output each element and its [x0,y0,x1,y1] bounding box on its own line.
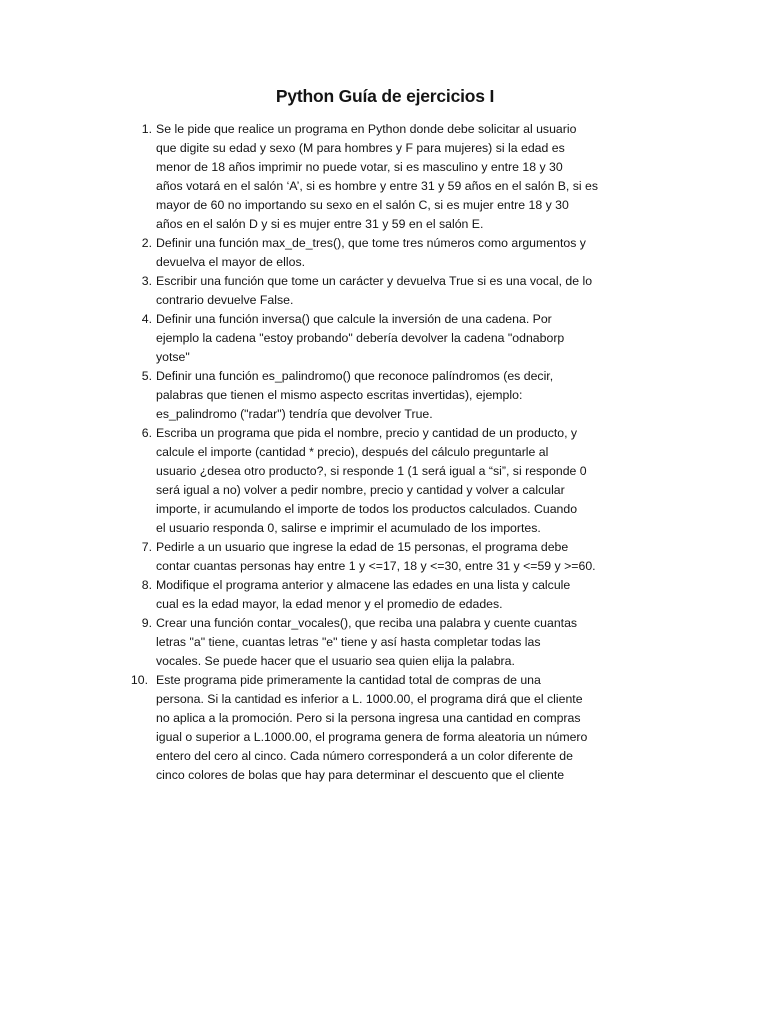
exercise-text: Se le pide que realice un programa en Python donde debe solicitar al usuario que digite su edad y sexo (M para hombres y F para mujeres) si la edad es menor de 18 años imprimir no puede votar, si es masculino y entre 18 y 30 años votará en el salón ‘A’, si es hombre y entre 31 y 59 años en el salón B, si es mayor de 60 no importando su sexo en el salón C, si es mujer entre 18 y 30 años en el salón D y si es mujer entre 31 y 59 en el salón E. [156,122,599,231]
exercise-number: 3. [141,274,152,288]
exercise-text: Escribir una función que tome un carácter y devuelva True si es una vocal, de lo contrario devuelve False. [156,274,593,307]
exercise-text: Crear una función contar_vocales(), que reciba una palabra y cuente cuantas letras "a" tiene, cuantas letras "e" tiene y así hasta completar todas las vocales. Se puede hacer que el usuario sea quien elija la palabra. [156,616,578,668]
exercise-item [128,671,668,785]
exercise-text: Definir una función inversa() que calcule la inversión de una cadena. Por ejemplo la cadena "estoy probando" debería devolver la cadena "odnaborp yotse" [156,312,565,364]
exercise-number: 6. [141,426,152,440]
exercise-number: 7. [141,540,152,554]
exercise-text: Pedirle a un usuario que ingrese la edad de 15 personas, el programa debe contar cuantas personas hay entre 1 y <=17, 18 y <=30, entre 31 y <=59 y >=60. [156,540,596,573]
exercise-item [128,424,668,538]
exercise-number: 4. [141,312,152,326]
exercise-text: Definir una función es_palindromo() que reconoce palíndromos (es decir, palabras que tienen el mismo aspecto escritas invertidas), ejemplo: es_palindromo ("radar") tendría que devolver True. [156,369,554,421]
exercise-number: 9. [141,616,152,630]
exercise-item [128,614,668,671]
exercise-number: 2. [141,236,152,250]
exercise-item [128,367,668,424]
exercise-text: Definir una función max_de_tres(), que tome tres números como argumentos y devuelva el mayor de ellos. [156,236,586,269]
exercise-number: 5. [141,369,152,383]
exercise-item [128,272,668,310]
exercise-number: 10. [130,673,148,687]
exercise-number: 1. [141,122,152,136]
exercise-item [128,538,668,576]
exercise-item [128,576,668,614]
exercise-item [128,310,668,367]
exercise-text: Este programa pide primeramente la cantidad total de compras de una persona. Si la cantidad es inferior a L. 1000.00, el programa dirá que el cliente no aplica a la promoción. Pero si la persona ingresa una cantidad en compras igual o superior a L.1000.00, el programa genera de forma aleatoria un número entero del cero al cinco. Cada número corresponderá a un color diferente de cinco colores de bolas que hay para determinar el descuento que el cliente [156,673,588,782]
exercise-text: Modifique el programa anterior y almacene las edades en una lista y calcule cual es la edad mayor, la edad menor y el promedio de edades. [156,578,571,611]
document-title: Python Guía de ejercicios I [275,86,495,106]
exercise-number: 8. [141,578,152,592]
exercise-list [128,120,668,785]
exercise-text: Escriba un programa que pida el nombre, precio y cantidad de un producto, y calcule el importe (cantidad * precio), después del cálculo preguntarle al usuario ¿desea otro producto?, si responde 1 (1 será igual a “si”, si responde 0 será igual a no) volver a pedir nombre, precio y cantidad y volver a calcular importe, ir acumulando el importe de todos los productos calculados. Cuando el usuario responda 0, salirse e imprimir el acumulado de los importes. [156,426,587,535]
exercise-item [128,234,668,272]
exercise-item [128,120,668,234]
